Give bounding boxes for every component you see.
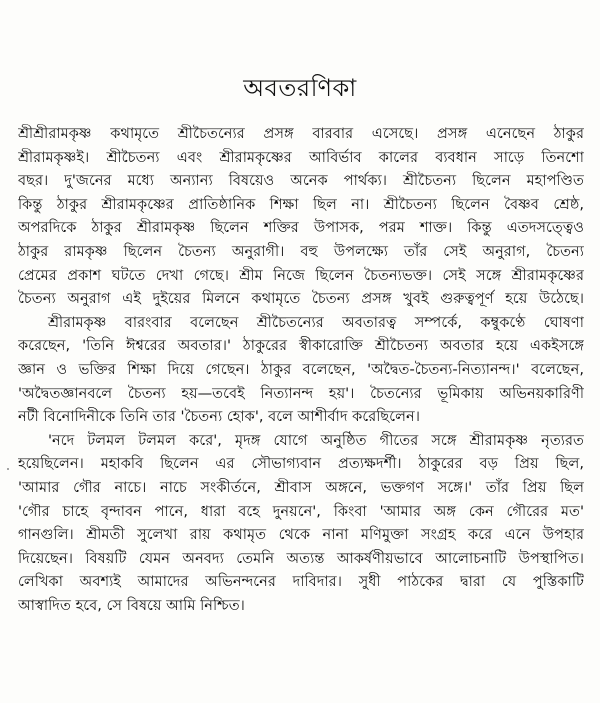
paragraph-3 xyxy=(18,429,584,618)
text-line: 'নদে টলমল টলমল করে', মৃদঙ্গ যোগে অনুষ্ঠিত গীতের সঙ্গে শ্রীরামকৃষ্ণ নৃত্যরত xyxy=(48,431,584,449)
text-line: চৈতন্য অনুরাগ এই দুইয়ের মিলনে কথামৃতে চৈতন্য প্রসঙ্গ খুবই গুরুত্বপূর্ণ হয়ে উঠেছে। xyxy=(18,290,584,308)
page-title: অবতরণিকা xyxy=(243,74,357,102)
text-line: শ্রীশ্রীরামকৃষ্ণ কথামৃতে শ্রীচৈতন্যের প্রসঙ্গ বারবার এসেছে। প্রসঙ্গ এনেছেন ঠাকুর xyxy=(18,125,584,142)
text-line: নটী বিনোদিনীকে তিনি তার 'চৈতন্য হোক', বলে আশীর্বাদ করেছিলেন। xyxy=(18,408,420,426)
text-line: প্রেমের প্রকাশ ঘটতে দেখা গেছে। শ্রীম নিজে ছিলেন চৈতন্যভক্ত। সেই সঙ্গে শ্রীরামকৃষ্ণের xyxy=(18,266,584,284)
text-line: কিন্তু ঠাকুর শ্রীরামকৃষ্ণের প্রাতিষ্ঠানিক শিক্ষা ছিল না। শ্রীচৈতন্য ছিলেন বৈষ্ণব শ্রেষ্ঠ, xyxy=(18,195,584,213)
text-line: শ্রীরামকৃষ্ণ বারংবার বলেছেন শ্রীচৈতন্যের অবতারত্ব সম্পর্কে, কম্বুকণ্ঠে ঘোষণা xyxy=(48,313,584,331)
paragraph-1 xyxy=(18,122,584,311)
text-line: আস্বাদিত হবে, সে বিষয়ে আমি নিশ্চিত। xyxy=(18,596,245,614)
text-line: হয়েছিলেন। মহাকবি ছিলেন এর সৌভাগ্যবান প্রত্যক্ষদর্শী। ঠাকুরের বড় প্রিয় ছিল, xyxy=(18,455,584,473)
text-line: ঠাকুর রামকৃষ্ণ ছিলেন চৈতন্য অনুরাগী। বহু উপলক্ষ্যে তাঁর সেই অনুরাগ, চৈতন্য xyxy=(18,242,584,260)
text-line: করেছেন, 'তিনি ঈশ্বরের অবতার।' ঠাকুরের স্বীকারোক্তি শ্রীচৈতন্য অবতার হয়ে একইসঙ্গে xyxy=(18,337,584,355)
text-line: জ্ঞান ও ভক্তির শিক্ষা দিয়ে গেছেন। ঠাকুর বলেছেন, 'অদ্বৈত-চৈতন্য-নিত্যানন্দ।' বলেছেন, xyxy=(18,360,584,378)
text-line: বছর। দু'জনের মধ্যে অন্যান্য বিষয়েও অনেক পার্থক্য। শ্রীচৈতন্য ছিলেন মহাপণ্ডিত xyxy=(18,172,584,190)
text-line: শ্রীরামকৃষ্ণই। শ্রীচৈতন্য এবং শ্রীরামকৃষ্ণের আবির্ভাব কালের ব্যবধান সাড়ে তিনশো xyxy=(18,148,584,166)
paragraph-2 xyxy=(18,311,584,429)
text-line: গানগুলি। শ্রীমতী সুলেখা রায় কথামৃত থেকে নানা মণিমুক্তা সংগ্রহ করে এনে উপহার xyxy=(18,526,584,544)
scan-speck xyxy=(7,468,9,470)
text-line: 'আমার গৌর নাচে। নাচে সংকীর্তনে, শ্রীবাস অঙ্গনে, ভক্তগণ সঙ্গে।' তাঁর প্রিয় ছিল xyxy=(18,478,584,496)
text-line: 'অদ্বৈতজ্ঞানবলে চৈতন্য হয়—তবেই নিত্যানন্দ হয়'। চৈতন্যের ভূমিকায় অভিনয়কারিণী xyxy=(18,384,584,402)
text-line: অপরদিকে ঠাকুর শ্রীরামকৃষ্ণ ছিলেন শক্তির উপাসক, পরম শাক্ত। কিন্তু এতদসত্ত্বেও xyxy=(18,219,584,237)
body-text xyxy=(18,122,584,617)
text-line: লেখিকা অবশ্যই আমাদের অভিনন্দনের দাবিদার। সুধী পাঠকের দ্বারা যে পুস্তিকাটি xyxy=(18,573,584,591)
text-line: দিয়েছেন। বিষয়টি যেমন অনবদ্য তেমনি অত্যন্ত আকর্ষণীয়ভাবে আলোচনাটি উপস্থাপিত। xyxy=(18,549,584,567)
text-line: 'গৌর চাহে বৃন্দাবন পানে, ধারা বহে দুনয়নে', কিংবা 'আমার অঙ্গ কেন গৌরের মত' xyxy=(18,502,584,520)
